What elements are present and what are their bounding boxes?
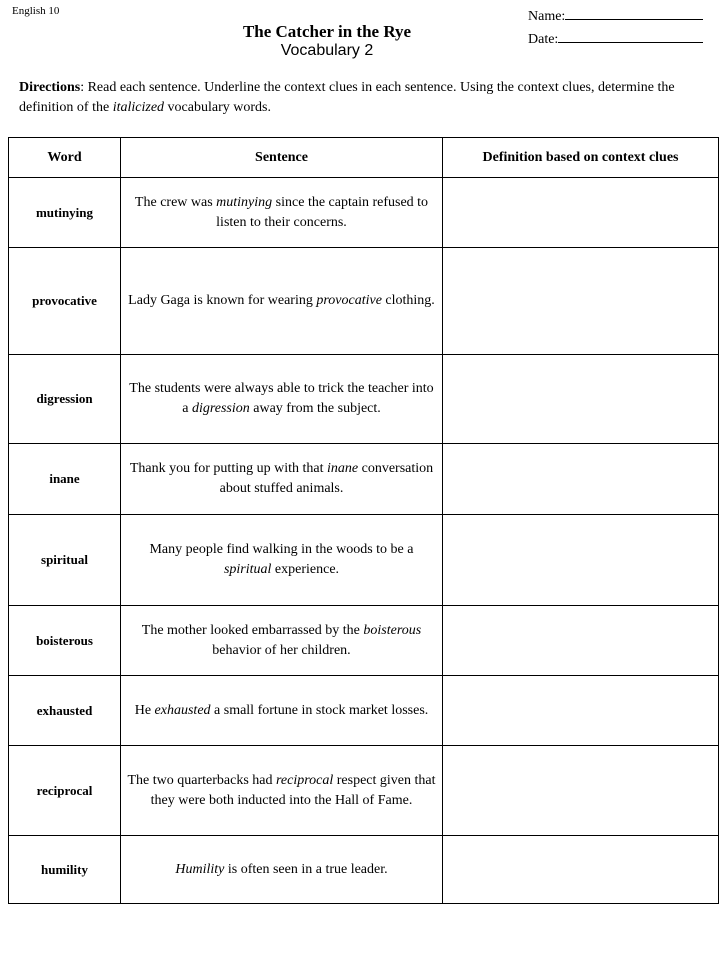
- vocab-word-italic: digression: [191, 401, 250, 416]
- sentence-post: away from the subject.: [249, 401, 381, 416]
- sentence-cell: [121, 178, 443, 248]
- sentence-cell: [121, 676, 443, 746]
- table-row: [9, 606, 719, 676]
- vocab-word-italic: inane: [327, 461, 359, 476]
- directions-label: Directions: [19, 80, 81, 95]
- sentence-post: behavior of her children.: [212, 642, 351, 658]
- table-row: [9, 676, 719, 746]
- header-definition: Definition based on context clues: [443, 138, 719, 178]
- course-label: English 10: [12, 5, 60, 17]
- definition-cell[interactable]: [443, 178, 719, 248]
- vocab-word-italic: Humility: [175, 861, 225, 877]
- date-label: Date:: [528, 32, 559, 47]
- word-cell: spiritual: [9, 515, 121, 606]
- sentence-post: respect given that they were both inducted into the Hall of Fame.: [150, 772, 436, 808]
- table-row: [9, 444, 719, 515]
- vocab-word-italic: provocative: [316, 293, 382, 308]
- vocab-word-italic: reciprocal: [275, 772, 334, 788]
- word-cell: boisterous: [9, 606, 121, 676]
- name-label: Name:: [528, 9, 566, 24]
- definition-cell[interactable]: [443, 444, 719, 515]
- sentence-pre: The mother looked embarrassed by the: [141, 622, 364, 638]
- definition-cell[interactable]: [443, 355, 719, 444]
- definition-cell[interactable]: [443, 676, 719, 746]
- vocab-word-italic: spiritual: [223, 562, 272, 577]
- sentence-cell: [121, 444, 443, 515]
- sentence-pre: The two quarterbacks had: [127, 772, 276, 788]
- header-word: Word: [9, 138, 121, 178]
- table-row: [9, 836, 719, 904]
- sentence-cell: [121, 746, 443, 836]
- sentence-pre: Lady Gaga is known for wearing: [128, 293, 317, 308]
- word-cell: humility: [9, 836, 121, 904]
- definition-cell[interactable]: [443, 248, 719, 355]
- word-cell: digression: [9, 355, 121, 444]
- word-cell: mutinying: [9, 178, 121, 248]
- table-row: [9, 515, 719, 606]
- sentence-pre: Many people find walking in the woods to be a: [149, 542, 414, 557]
- directions: [19, 78, 699, 118]
- definition-cell[interactable]: [443, 606, 719, 676]
- vocab-word-italic: mutinying: [216, 194, 273, 210]
- vocabulary-table: [8, 137, 719, 904]
- sentence-pre: The students were always able to trick the teacher into a: [129, 381, 434, 416]
- word-cell: provocative: [9, 248, 121, 355]
- sentence-post: is often seen in a true leader.: [224, 861, 388, 877]
- vocab-word-italic: exhausted: [154, 702, 211, 718]
- header-sentence: Sentence: [121, 138, 443, 178]
- sentence-post: experience.: [271, 562, 340, 577]
- table-header-row: [9, 138, 719, 178]
- sentence-cell: [121, 355, 443, 444]
- directions-text-2: vocabulary words.: [164, 100, 271, 115]
- directions-text-1: : Read each sentence. Underline the context clues in each sentence. Using the context clues, determine the definition of the: [19, 80, 675, 115]
- sentence-cell: [121, 836, 443, 904]
- sentence-post: clothing.: [381, 293, 435, 308]
- table-row: [9, 178, 719, 248]
- sentence-post: a small fortune in stock market losses.: [210, 702, 429, 718]
- sentence-post: since the captain refused to listen to their concerns.: [216, 194, 429, 230]
- word-cell: inane: [9, 444, 121, 515]
- sentence-pre: He: [134, 702, 155, 718]
- table-row: [9, 355, 719, 444]
- sentence-pre: The crew was: [134, 194, 217, 210]
- sentence-cell: [121, 248, 443, 355]
- page-title: The Catcher in the Rye: [242, 22, 412, 41]
- definition-cell[interactable]: [443, 836, 719, 904]
- table-row: [9, 746, 719, 836]
- word-cell: exhausted: [9, 676, 121, 746]
- vocab-word-italic: boisterous: [363, 622, 422, 638]
- page-subtitle: Vocabulary 2: [280, 42, 374, 59]
- directions-italic: italicized: [112, 100, 165, 115]
- definition-cell[interactable]: [443, 515, 719, 606]
- word-cell: reciprocal: [9, 746, 121, 836]
- name-blank[interactable]: [565, 5, 703, 20]
- table-row: [9, 248, 719, 355]
- definition-cell[interactable]: [443, 746, 719, 836]
- sentence-cell: [121, 515, 443, 606]
- sentence-post: conversation about stuffed animals.: [219, 461, 434, 496]
- sentence-pre: Thank you for putting up with that: [129, 461, 327, 476]
- sentence-cell: [121, 606, 443, 676]
